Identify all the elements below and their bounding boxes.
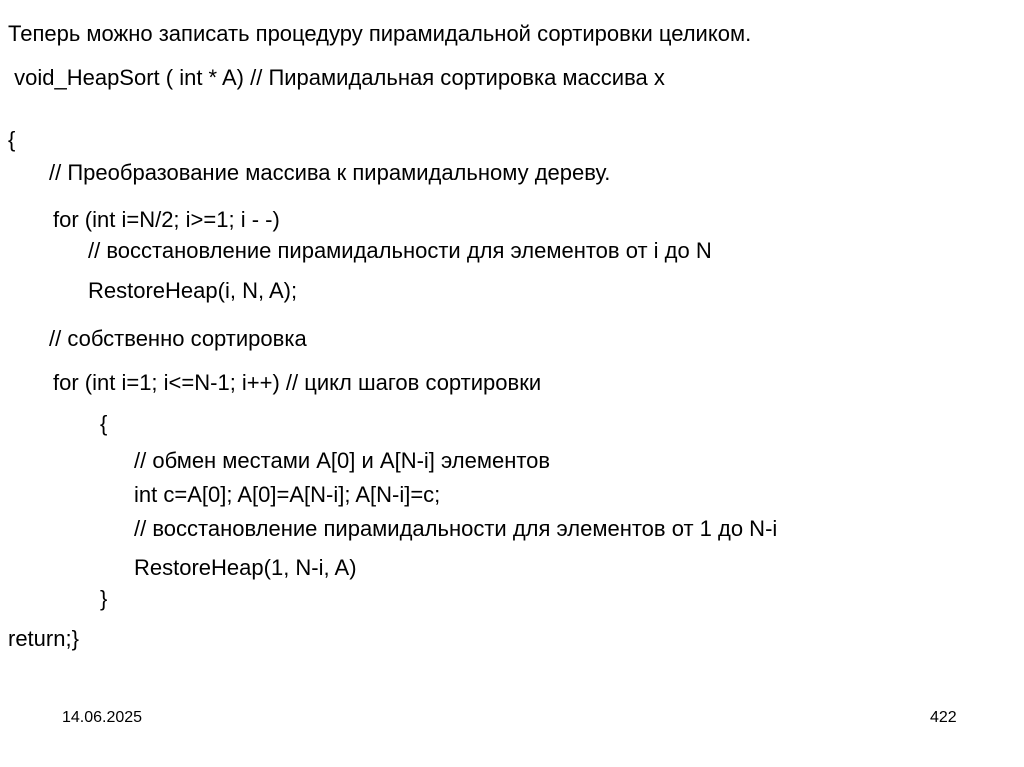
code-line-signature: void_HeapSort ( int * A) // Пирамидальная сортировка массива x [8, 65, 665, 90]
code-line-comment-sort: // собственно сортировка [49, 326, 307, 351]
code-line-comment-restore-1: // восстановление пирамидальности для элементов от 1 до N-i [134, 516, 778, 541]
code-line-comment-build-heap: // Преобразование массива к пирамидальному дереву. [49, 160, 611, 185]
code-line-swap: int c=A[0]; A[0]=A[N-i]; A[N-i]=c; [134, 482, 441, 507]
intro-text: Теперь можно записать процедуру пирамидальной сортировки целиком. [8, 21, 752, 46]
code-line-return: return;} [8, 626, 79, 651]
code-line-restoreheap-i: RestoreHeap(i, N, A); [88, 278, 298, 303]
code-line-comment-restore-i: // восстановление пирамидальности для элементов от i до N [88, 238, 712, 263]
code-line-comment-swap: // обмен местами A[0] и A[N-i] элементов [134, 448, 551, 473]
footer-page-number: 422 [930, 709, 957, 726]
code-line-restoreheap-1: RestoreHeap(1, N-i, A) [134, 555, 357, 580]
code-line-inner-open-brace: { [100, 411, 108, 436]
code-line-open-brace: { [8, 127, 16, 152]
code-line-for-build: for (int i=N/2; i>=1; i - -) [53, 207, 280, 232]
code-line-for-sort: for (int i=1; i<=N-1; i++) // цикл шагов сортировки [53, 370, 542, 395]
footer-date: 14.06.2025 [62, 709, 143, 726]
code-line-inner-close-brace: } [100, 586, 108, 611]
